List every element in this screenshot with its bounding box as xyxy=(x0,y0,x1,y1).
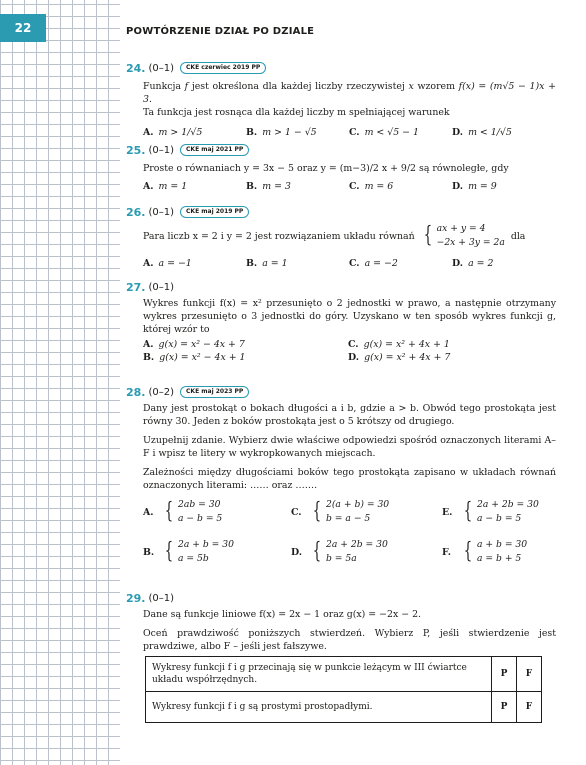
equation: a + b = 30 xyxy=(477,539,528,550)
option-d[interactable] xyxy=(291,538,388,566)
task-26 xyxy=(126,204,556,270)
option-letter: C. xyxy=(349,257,360,269)
equation: a = 5b xyxy=(178,553,209,564)
option-a[interactable] xyxy=(143,181,246,192)
option-f[interactable] xyxy=(442,538,527,566)
option-d[interactable] xyxy=(348,351,553,364)
true-false-table xyxy=(145,656,542,723)
task-number: 28. xyxy=(126,385,146,399)
option-d[interactable] xyxy=(452,181,555,192)
text-part: f xyxy=(184,81,189,92)
option-c[interactable] xyxy=(348,338,553,351)
option-b[interactable] xyxy=(143,351,348,364)
paragraph: Oceń prawdziwość poniższych stwierdzeń. Wybierz P, jeśli stwierdzenie jest prawdziwe, albo F – jeśli jest fałszywe. xyxy=(143,628,556,652)
option-text: g(x) = x² + 4x + 7 xyxy=(364,352,451,363)
equation: 2ab = 30 xyxy=(178,499,221,510)
option-e[interactable] xyxy=(442,498,539,526)
answer-p-button[interactable]: P xyxy=(492,657,517,692)
text-part: Ta funkcja jest rosnąca dla każdej liczby m spełniającej warunek xyxy=(143,107,450,118)
option-letter: C. xyxy=(348,339,359,350)
table-row xyxy=(146,657,542,692)
source-badge: CKE maj 2023 PP xyxy=(180,386,249,398)
task-25 xyxy=(126,142,556,193)
brace: { xyxy=(312,539,322,564)
text-part: Para liczb x = 2 i y = 2 jest rozwiązaniem układu równań xyxy=(143,230,415,242)
answer-options xyxy=(143,256,556,270)
option-a[interactable] xyxy=(143,338,348,351)
brace: { xyxy=(164,499,174,524)
task-24 xyxy=(126,60,556,139)
option-d[interactable] xyxy=(452,127,555,138)
answer-options xyxy=(143,338,556,364)
task-29 xyxy=(126,590,556,712)
task-text xyxy=(143,222,556,250)
brace: { xyxy=(312,499,322,524)
option-d[interactable] xyxy=(452,258,555,269)
equation: 2a + 2b = 30 xyxy=(477,499,539,510)
option-text: a = 1 xyxy=(262,257,288,269)
brace: { xyxy=(463,539,473,564)
page-number: 22 xyxy=(0,14,46,42)
option-letter: A. xyxy=(143,257,154,269)
task-points: (0–1) xyxy=(148,206,175,218)
equation-system xyxy=(421,222,505,250)
task-number: 27. xyxy=(126,280,146,294)
option-letter: D. xyxy=(348,352,360,363)
equation: a = b + 5 xyxy=(477,553,522,564)
table-row xyxy=(146,692,542,723)
task-text: Proste o równaniach y = 3x − 5 oraz y = (m−3)/2 x + 9/2 są równoległe, gdy xyxy=(143,163,509,174)
task-text xyxy=(143,402,556,492)
option-b[interactable] xyxy=(246,258,349,269)
paragraph: Zależności między długościami boków tego prostokąta zapisano w układach równań oznaczonych literami: …… oraz ……. xyxy=(143,467,556,491)
source-badge: CKE czerwiec 2019 PP xyxy=(180,62,266,74)
answer-options xyxy=(143,179,556,193)
answer-p-button[interactable]: P xyxy=(492,692,517,723)
text-part: jest określona dla każdej liczby rzeczywistej xyxy=(188,81,409,92)
paragraph: Dany jest prostokąt o bokach długości a i b, gdzie a > b. Obwód tego prostokąta jest równy 30. Jeden z boków prostokąta jest o 5 krótszy od drugiego. xyxy=(143,403,556,427)
equation: 2a + b = 30 xyxy=(178,539,234,550)
option-c[interactable] xyxy=(349,181,452,192)
option-letter: A. xyxy=(143,506,154,518)
option-a[interactable] xyxy=(143,258,246,269)
option-letter: A. xyxy=(143,180,154,192)
equation: ax + y = 4 xyxy=(436,223,486,234)
equation: a − b = 5 xyxy=(477,513,522,524)
option-text: g(x) = x² − 4x + 1 xyxy=(159,352,246,363)
task-text: Wykres funkcji f(x) = x² przesunięto o 2 jednostki w prawo, a następnie otrzymany wykres przesunięto o 3 jednostki do góry. Uzyskano w ten sposób wykres funkcji g, której wzór to xyxy=(143,298,556,335)
option-b[interactable] xyxy=(246,181,349,192)
task-number: 26. xyxy=(126,205,146,219)
grid-margin xyxy=(0,0,120,765)
option-letter: C. xyxy=(291,506,302,518)
option-text: a = −2 xyxy=(364,257,398,269)
task-text xyxy=(143,608,556,653)
equation: b = a − 5 xyxy=(326,513,371,524)
text-part: wzorem xyxy=(413,81,459,92)
option-letter: B. xyxy=(246,126,258,138)
task-points: (0–2) xyxy=(148,386,175,398)
equation: −2x + 3y = 2a xyxy=(436,237,505,248)
text-part: Funkcja xyxy=(143,81,185,92)
option-text: m > 1/√5 xyxy=(158,126,203,138)
answer-f-button[interactable]: F xyxy=(517,692,542,723)
option-letter: D. xyxy=(452,257,464,269)
option-letter: C. xyxy=(349,126,360,138)
source-badge: CKE maj 2021 PP xyxy=(180,144,249,156)
equation: 2(a + b) = 30 xyxy=(326,499,390,510)
option-letter: B. xyxy=(143,546,155,558)
task-points: (0–1) xyxy=(148,62,175,74)
text-part: dla xyxy=(510,230,526,242)
option-text: g(x) = x² + 4x + 1 xyxy=(363,339,450,350)
option-text: m < 1/√5 xyxy=(468,126,512,138)
option-text: a = 2 xyxy=(468,257,494,269)
answer-options xyxy=(143,498,556,576)
paragraph: Dane są funkcje liniowe f(x) = 2x − 1 oraz g(x) = −2x − 2. xyxy=(143,609,422,620)
option-text: m < √5 − 1 xyxy=(364,126,419,138)
statement-text: Wykresy funkcji f i g są prostymi prostopadłymi. xyxy=(146,692,492,723)
statement-text: Wykresy funkcji f i g przecinają się w punkcie leżącym w III ćwiartce układu współrzędnych. xyxy=(146,657,492,692)
equation: 2a + 2b = 30 xyxy=(326,539,388,550)
option-a[interactable] xyxy=(143,127,246,138)
brace: { xyxy=(164,539,174,564)
option-text: m = 9 xyxy=(468,180,497,192)
task-number: 25. xyxy=(126,143,146,157)
option-b[interactable] xyxy=(246,127,349,138)
task-number: 24. xyxy=(126,61,146,75)
text-part: x xyxy=(408,81,414,92)
paragraph: Uzupełnij zdanie. Wybierz dwie właściwe odpowiedzi spośród oznaczonych literami A–F i wpisz te litery w wykropkowanych miejscach. xyxy=(143,435,556,459)
option-letter: B. xyxy=(246,257,258,269)
option-a[interactable] xyxy=(143,498,222,526)
option-letter: D. xyxy=(452,126,464,138)
formula: f(x) = (m√5 − 1)x + 3. xyxy=(143,81,556,105)
option-letter: C. xyxy=(349,180,360,192)
equation: a − b = 5 xyxy=(178,513,223,524)
option-letter: D. xyxy=(291,546,303,558)
option-b[interactable] xyxy=(143,538,234,566)
option-text: m = 3 xyxy=(262,180,291,192)
option-text: a = −1 xyxy=(158,257,192,269)
task-number: 29. xyxy=(126,591,146,605)
option-text: m = 6 xyxy=(364,180,394,192)
page-content xyxy=(126,0,571,765)
option-c[interactable] xyxy=(291,498,389,526)
option-letter: E. xyxy=(442,506,453,518)
answer-options xyxy=(143,125,556,139)
task-points: (0–1) xyxy=(148,592,175,604)
source-badge: CKE maj 2019 PP xyxy=(180,206,249,218)
option-letter: B. xyxy=(143,352,155,363)
task-27 xyxy=(126,279,556,364)
option-letter: B. xyxy=(246,180,258,192)
brace: { xyxy=(423,223,432,248)
equation: b = 5a xyxy=(326,553,357,564)
option-letter: A. xyxy=(143,339,154,350)
option-letter: A. xyxy=(143,126,154,138)
task-28 xyxy=(126,384,556,576)
task-points: (0–1) xyxy=(148,144,175,156)
task-text xyxy=(143,80,556,119)
option-c[interactable] xyxy=(349,127,452,138)
option-letter: F. xyxy=(442,546,451,558)
option-text: m = 1 xyxy=(158,180,188,192)
option-text: m > 1 − √5 xyxy=(262,126,317,138)
option-text: g(x) = x² − 4x + 7 xyxy=(158,339,245,350)
brace: { xyxy=(463,499,473,524)
task-points: (0–1) xyxy=(148,281,175,293)
option-letter: D. xyxy=(452,180,464,192)
option-c[interactable] xyxy=(349,258,452,269)
page-title: POWTÓRZENIE DZIAŁ PO DZIALE xyxy=(126,26,315,37)
answer-f-button[interactable]: F xyxy=(517,657,542,692)
